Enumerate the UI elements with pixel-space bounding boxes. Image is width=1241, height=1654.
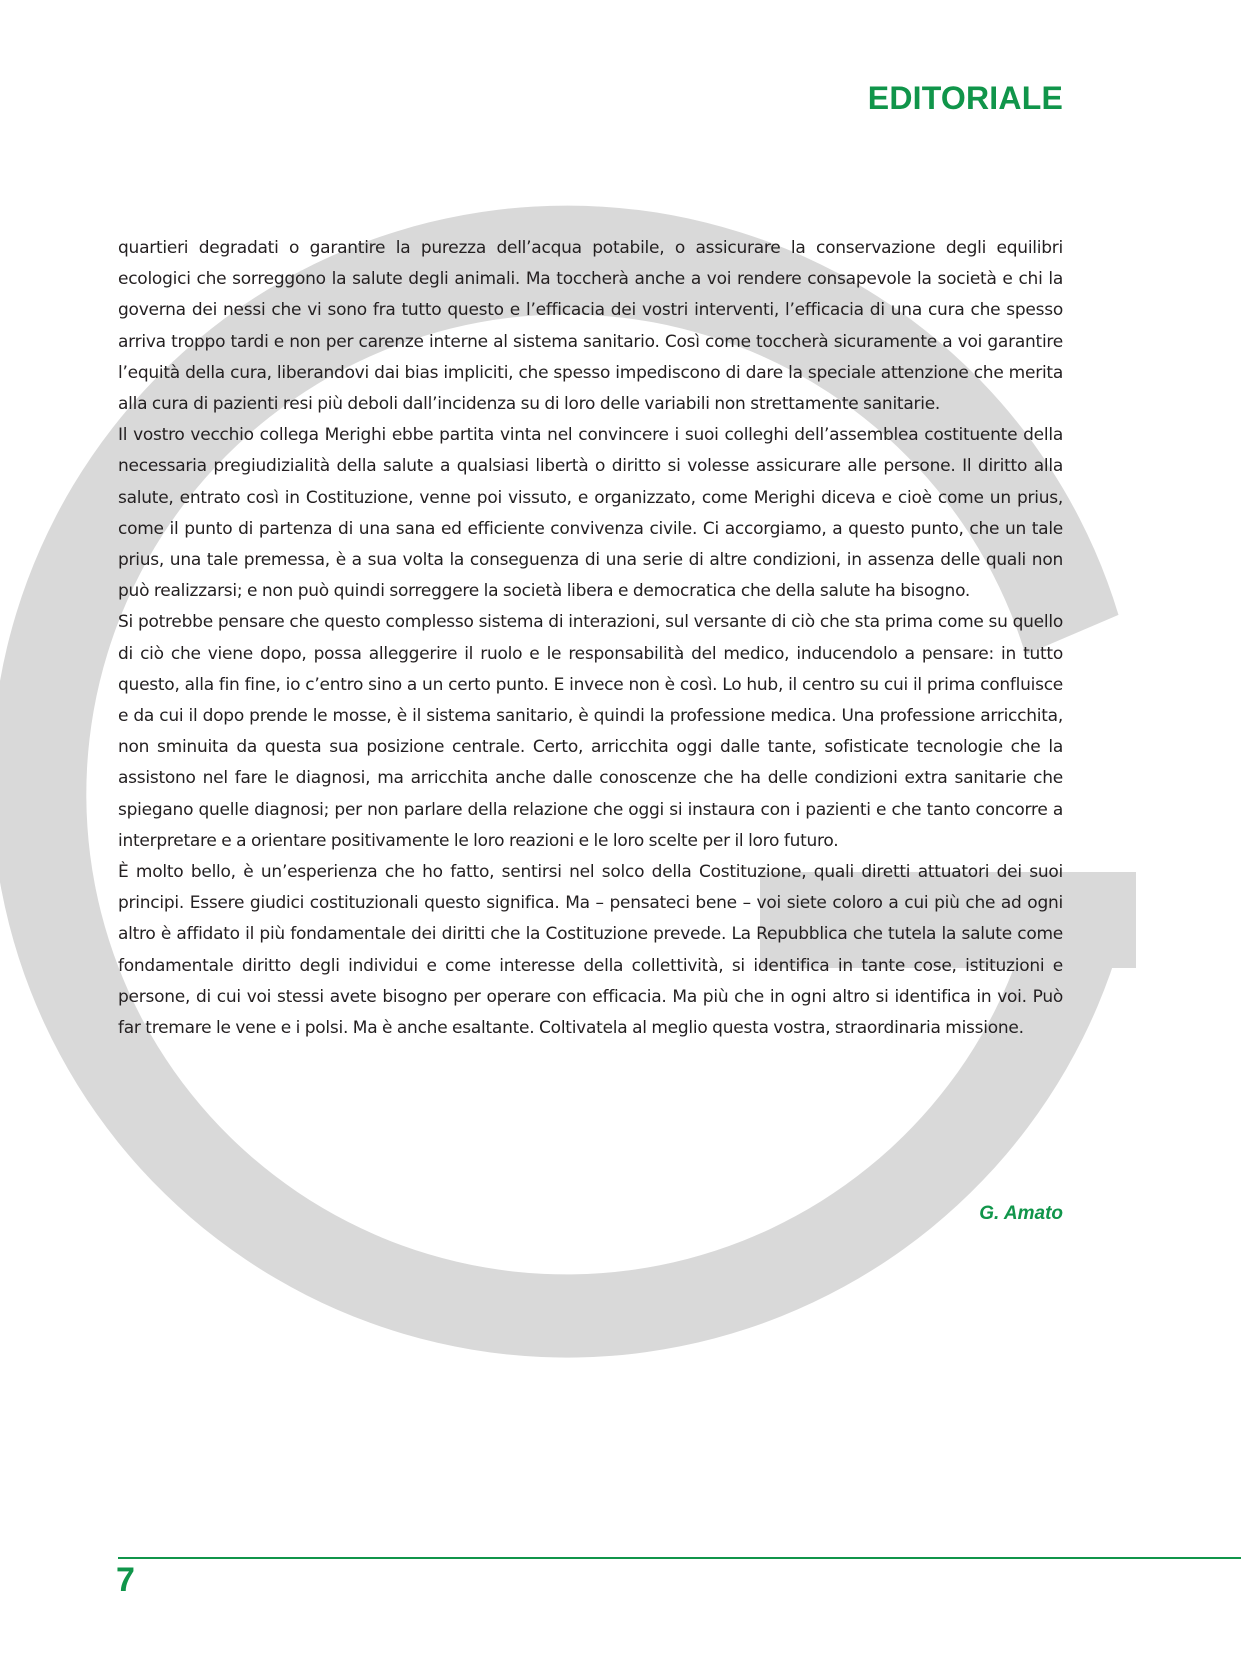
footer-divider (118, 1557, 1241, 1559)
author-signature: G. Amato (979, 1203, 1063, 1224)
article-paragraph-1: quartieri degradati o garantire la purezza dell’acqua potabile, o assicurare la conservazione degli equilibri ecologici che sorreggono la salute degli animali. Ma toccherà anche a voi rendere consapevole la società e chi la governa dei nessi che vi sono fra tutto questo e l’efficacia dei vostri interventi, l’efficacia di una cura che spesso arriva troppo tardi e non per carenze interne al sistema sanitario. Così come toccherà sicuramente a voi garantire l’equità della cura, liberandovi dai bias impliciti, che spesso impediscono di dare la speciale attenzione che merita alla cura di pazienti resi più deboli dall’incidenza su di loro delle variabili non strettamente sanitarie. (118, 238, 1063, 415)
section-title: EDITORIALE (867, 80, 1063, 116)
article-body (118, 233, 1063, 1044)
article-paragraph-2: Il vostro vecchio collega Merighi ebbe partita vinta nel convincere i suoi colleghi dell’assemblea costituente della necessaria pregiudizialità della salute a qualsiasi libertà o diritto si volesse assicurare alle persone. Il diritto alla salute, entrato così in Costituzione, venne poi vissuto, e organizzato, come Merighi diceva e cioè come un prius, come il punto di partenza di una sana ed efficiente convivenza civile. Ci accorgiamo, a questo punto, che un tale prius, una tale premessa, è a sua volta la conseguenza di una serie di altre condizioni, in assenza delle quali non può realizzarsi; e non può quindi sorreggere la società libera e democratica che della salute ha bisogno. (118, 425, 1063, 602)
article-paragraph-3: Si potrebbe pensare che questo complesso sistema di interazioni, sul versante di ciò che sta prima come su quello di ciò che viene dopo, possa alleggerire il ruolo e le responsabilità del medico, inducendolo a pensare: in tutto questo, alla fin fine, io c’entro sino a un certo punto. E invece non è così. Lo hub, il centro su cui il prima confluisce e da cui il dopo prende le mosse, è il sistema sanitario, è quindi la professione medica. Una professione arricchita, non sminuita da questa sua posizione centrale. Certo, arricchita oggi dalle tante, sofisticate tecnologie che la assistono nel fare le diagnosi, ma arricchita anche dalle conoscenze che ha delle condizioni extra sanitarie che spiegano quelle diagnosi; per non parlare della relazione che oggi si instaura con i pazienti e che tanto concorre a interpretare e a orientare positivamente le loro reazioni e le loro scelte per il loro futuro. (118, 612, 1063, 851)
page-number: 7 (116, 1561, 135, 1599)
article-paragraph-4: È molto bello, è un’esperienza che ho fatto, sentirsi nel solco della Costituzione, quali diretti attuatori dei suoi principi. Essere giudici costituzionali questo significa. Ma – pensateci bene – voi siete coloro a cui più che ad ogni altro è affidato il più fondamentale dei diritti che la Costituzione prevede. La Repubblica che tutela la salute come fondamentale diritto degli individui e come interesse della collettività, si identifica in tante cose, istituzioni e persone, di cui voi stessi avete bisogno per operare con efficacia. Ma più che in ogni altro si identifica in voi. Può far tremare le vene e i polsi. Ma è anche esaltante. Coltivatela al meglio questa vostra, straordinaria missione. (118, 862, 1063, 1039)
